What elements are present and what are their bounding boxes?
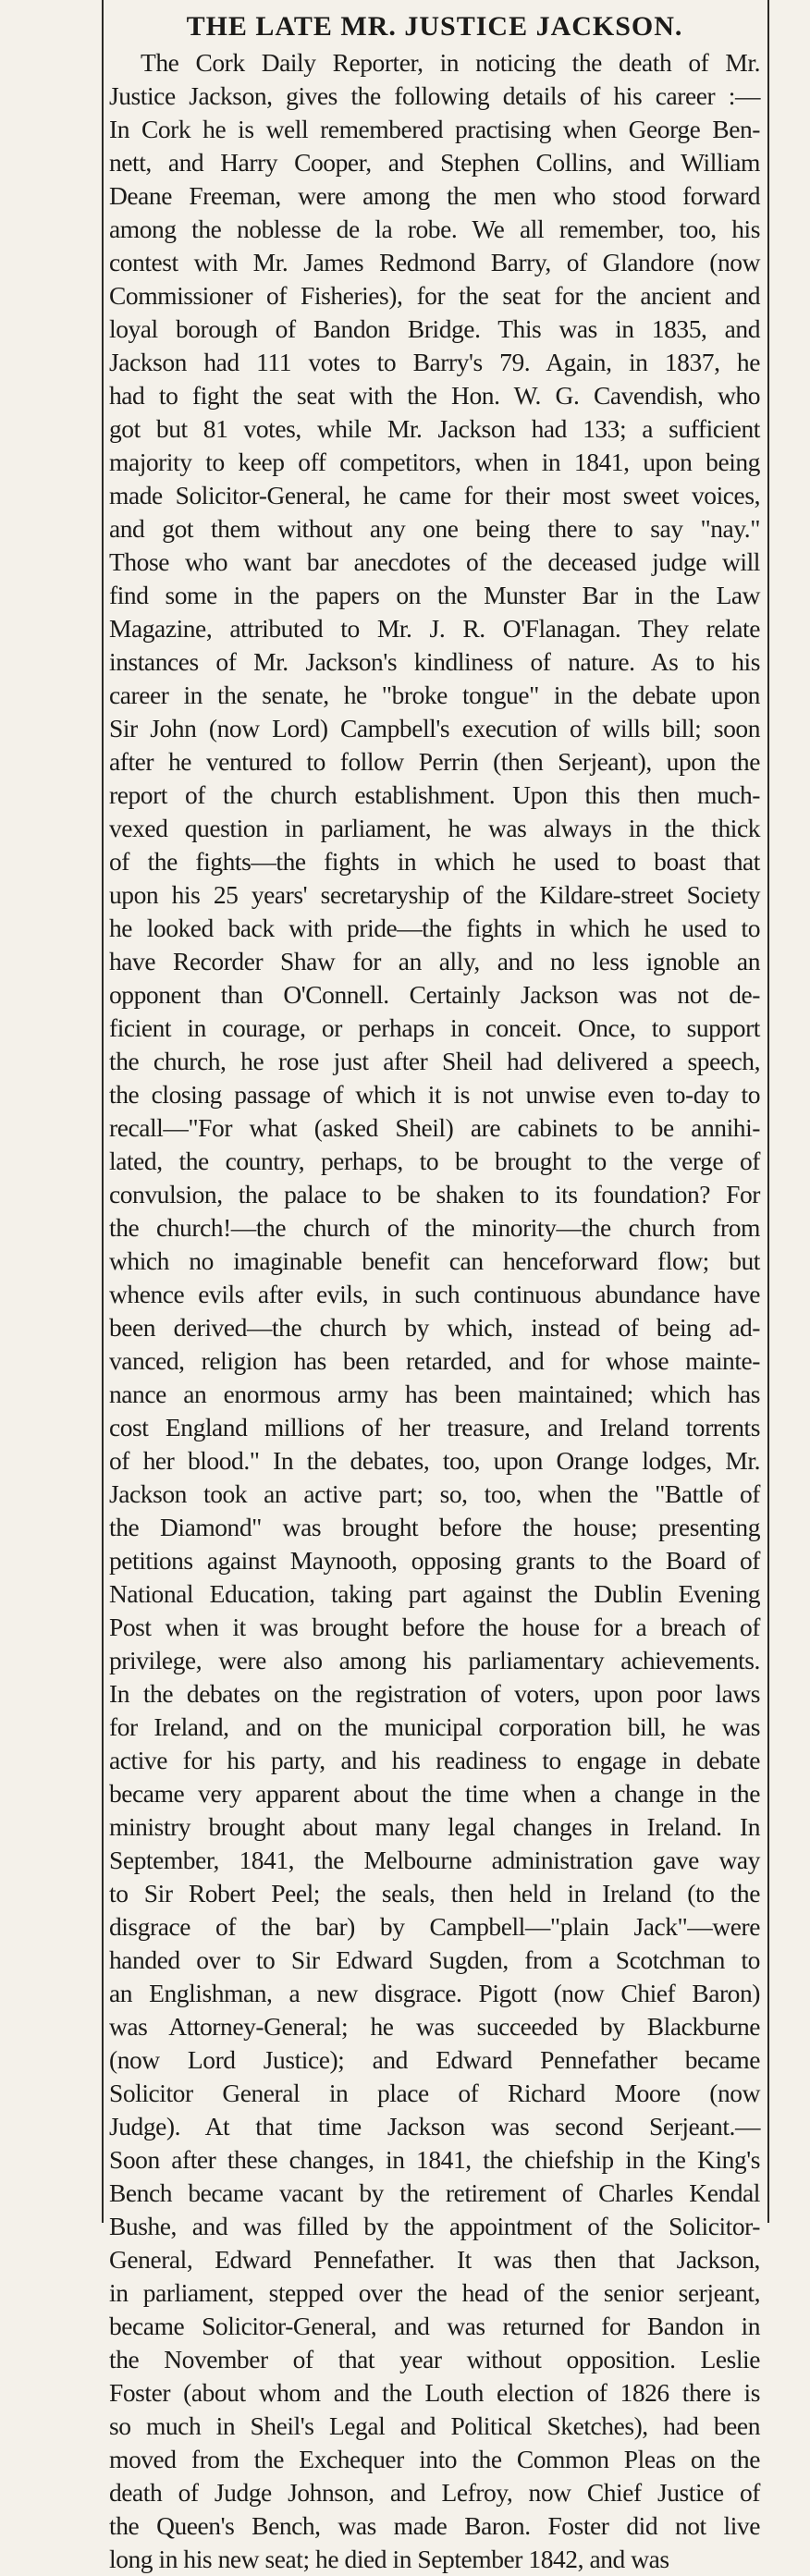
article-line: ficient in courage, or perhaps in conceit. Once, to support bbox=[109, 1013, 760, 1042]
article-line: nett, and Harry Cooper, and Stephen Collins, and William bbox=[109, 148, 760, 177]
article-line: majority to keep off competitors, when in 1841, upon being bbox=[109, 448, 760, 476]
article-line: Soon after these changes, in 1841, the chiefship in the King's bbox=[109, 2145, 760, 2174]
article-line: September, 1841, the Melbourne administration gave way bbox=[109, 1846, 760, 1874]
article-line: became Solicitor-General, and was returned for Bandon in bbox=[109, 2312, 760, 2340]
article-line: for Ireland, and on the municipal corporation bill, he was bbox=[109, 1712, 760, 1741]
article-line: Sir John (now Lord) Campbell's execution of wills bill; soon bbox=[109, 714, 760, 742]
article-line: Judge). At that time Jackson was second Serjeant.— bbox=[109, 2112, 760, 2141]
article-line: disgrace of the bar) by Campbell—"plain Jack"—were bbox=[109, 1912, 760, 1941]
article-line: lated, the country, perhaps, to be brought to the verge of bbox=[109, 1147, 760, 1175]
article-line: of her blood." In the debates, too, upon Orange lodges, Mr. bbox=[109, 1446, 760, 1475]
article-line: Magazine, attributed to Mr. J. R. O'Flanagan. They relate bbox=[109, 614, 760, 643]
article-line: Bushe, and was filled by the appointment of the Solicitor- bbox=[109, 2212, 760, 2240]
article-line: convulsion, the palace to be shaken to its foundation? For bbox=[109, 1180, 760, 1208]
column-rule-right bbox=[767, 0, 769, 2223]
article-line: an Englishman, a new disgrace. Pigott (now Chief Baron) bbox=[109, 1979, 760, 2007]
article-line: career in the senate, he "broke tongue" in the debate upon bbox=[109, 681, 760, 709]
article-line: had to fight the seat with the Hon. W. G. Cavendish, who bbox=[109, 381, 760, 410]
article-line: petitions against Maynooth, opposing grants to the Board of bbox=[109, 1546, 760, 1575]
article-line: National Education, taking part against the Dublin Evening bbox=[109, 1579, 760, 1608]
article-line: opponent than O'Connell. Certainly Jackson was not de- bbox=[109, 980, 760, 1009]
article-line: whence evils after evils, in such continuous abundance have bbox=[109, 1280, 760, 1308]
article-line: Commissioner of Fisheries), for the seat for the ancient and bbox=[109, 281, 760, 310]
article-line: Justice Jackson, gives the following details of his career :— bbox=[109, 81, 760, 110]
article-line: among the noblesse de la robe. We all remember, too, his bbox=[109, 215, 760, 243]
article-line: the November of that year without opposition. Leslie bbox=[109, 2345, 760, 2374]
article-line: Solicitor General in place of Richard Moore (now bbox=[109, 2079, 760, 2107]
article-line: he looked back with pride—the fights in which he used to bbox=[109, 914, 760, 942]
article-line: instances of Mr. Jackson's kindliness of nature. As to his bbox=[109, 647, 760, 676]
article-line: Deane Freeman, were among the men who stood forward bbox=[109, 181, 760, 210]
article-line: (now Lord Justice); and Edward Pennefather became bbox=[109, 2045, 760, 2074]
article-body bbox=[109, 46, 760, 2576]
article-line: recall—"For what (asked Sheil) are cabinets to be annihi- bbox=[109, 1113, 760, 1142]
article-line: have Recorder Shaw for an ally, and no less ignoble an bbox=[109, 947, 760, 975]
article-line: the Diamond" was brought before the house; presenting bbox=[109, 1513, 760, 1541]
article-line: contest with Mr. James Redmond Barry, of Glandore (now bbox=[109, 248, 760, 276]
article-line: cost England millions of her treasure, and Ireland torrents bbox=[109, 1413, 760, 1441]
article-line: Jackson had 111 votes to Barry's 79. Again, in 1837, he bbox=[109, 348, 760, 376]
column-rule-left bbox=[102, 0, 104, 2223]
article-line: in parliament, stepped over the head of the senior serjeant, bbox=[109, 2278, 760, 2307]
article-line: the Queen's Bench, was made Baron. Foster did not live bbox=[109, 2511, 760, 2540]
article-line: to Sir Robert Peel; the seals, then held in Ireland (to the bbox=[109, 1879, 760, 1907]
article-line: the church!—the church of the minority—the church from bbox=[109, 1213, 760, 1242]
article-line: In Cork he is well remembered practising when George Ben- bbox=[109, 115, 760, 143]
article-line: the closing passage of which it is not unwise even to-day to bbox=[109, 1080, 760, 1109]
article-line: became very apparent about the time when a change in the bbox=[109, 1779, 760, 1808]
article-line: long in his new seat; he died in September 1842, and was bbox=[109, 2545, 669, 2573]
article-line: ministry brought about many legal changes in Ireland. In bbox=[109, 1812, 760, 1841]
article-line: active for his party, and his readiness to engage in debate bbox=[109, 1746, 760, 1774]
article-line: Jackson took an active part; so, too, when the "Battle of bbox=[109, 1479, 760, 1508]
article-line: nance an enormous army has been maintained; which has bbox=[109, 1380, 760, 1408]
article-line: General, Edward Pennefather. It was then that Jackson, bbox=[109, 2245, 760, 2274]
article-line: In the debates on the registration of voters, upon poor laws bbox=[109, 1679, 760, 1708]
article-line: was Attorney-General; he was succeeded by Blackburne bbox=[109, 2012, 760, 2041]
article-line: The Cork Daily Reporter, in noticing the death of Mr. bbox=[141, 48, 760, 77]
article-line: made Solicitor-General, he came for their most sweet voices, bbox=[109, 481, 760, 509]
article-column bbox=[109, 9, 760, 2576]
article-line: Post when it was brought before the house for a breach of bbox=[109, 1613, 760, 1641]
article-line: death of Judge Johnson, and Lefroy, now Chief Justice of bbox=[109, 2478, 760, 2507]
article-line: got but 81 votes, while Mr. Jackson had 133; a sufficient bbox=[109, 414, 760, 443]
article-line: Bench became vacant by the retirement of Charles Kendal bbox=[109, 2178, 760, 2207]
article-line: been derived—the church by which, instead of being ad- bbox=[109, 1313, 760, 1342]
article-line: of the fights—the fights in which he used to boast that bbox=[109, 847, 760, 876]
article-line: report of the church establishment. Upon this then much- bbox=[109, 780, 760, 809]
article-line: the church, he rose just after Sheil had delivered a speech, bbox=[109, 1047, 760, 1075]
article-line: vexed question in parliament, he was always in the thick bbox=[109, 814, 760, 842]
article-line: loyal borough of Bandon Bridge. This was in 1835, and bbox=[109, 314, 760, 343]
article-line: and got them without any one being there to say "nay." bbox=[109, 514, 760, 543]
article-line: upon his 25 years' secretaryship of the Kildare-street Society bbox=[109, 880, 760, 909]
article-line: which no imaginable benefit can henceforward flow; but bbox=[109, 1246, 760, 1275]
article-line: so much in Sheil's Legal and Political Sketches), had been bbox=[109, 2411, 760, 2440]
article-line: moved from the Exchequer into the Common Pleas on the bbox=[109, 2445, 760, 2473]
article-line: after he ventured to follow Perrin (then Serjeant), upon the bbox=[109, 747, 760, 776]
article-line: find some in the papers on the Munster Bar in the Law bbox=[109, 581, 760, 609]
article-line: vanced, religion has been retarded, and for whose mainte- bbox=[109, 1346, 760, 1375]
article-line: Those who want bar anecdotes of the deceased judge will bbox=[109, 547, 760, 576]
article-title: THE LATE MR. JUSTICE JACKSON. bbox=[186, 11, 683, 42]
article-line: privilege, were also among his parliamentary achievements. bbox=[109, 1646, 760, 1674]
article-line: handed over to Sir Edward Sugden, from a Scotchman to bbox=[109, 1945, 760, 1974]
article-line: Foster (about whom and the Louth election of 1826 there is bbox=[109, 2378, 760, 2407]
